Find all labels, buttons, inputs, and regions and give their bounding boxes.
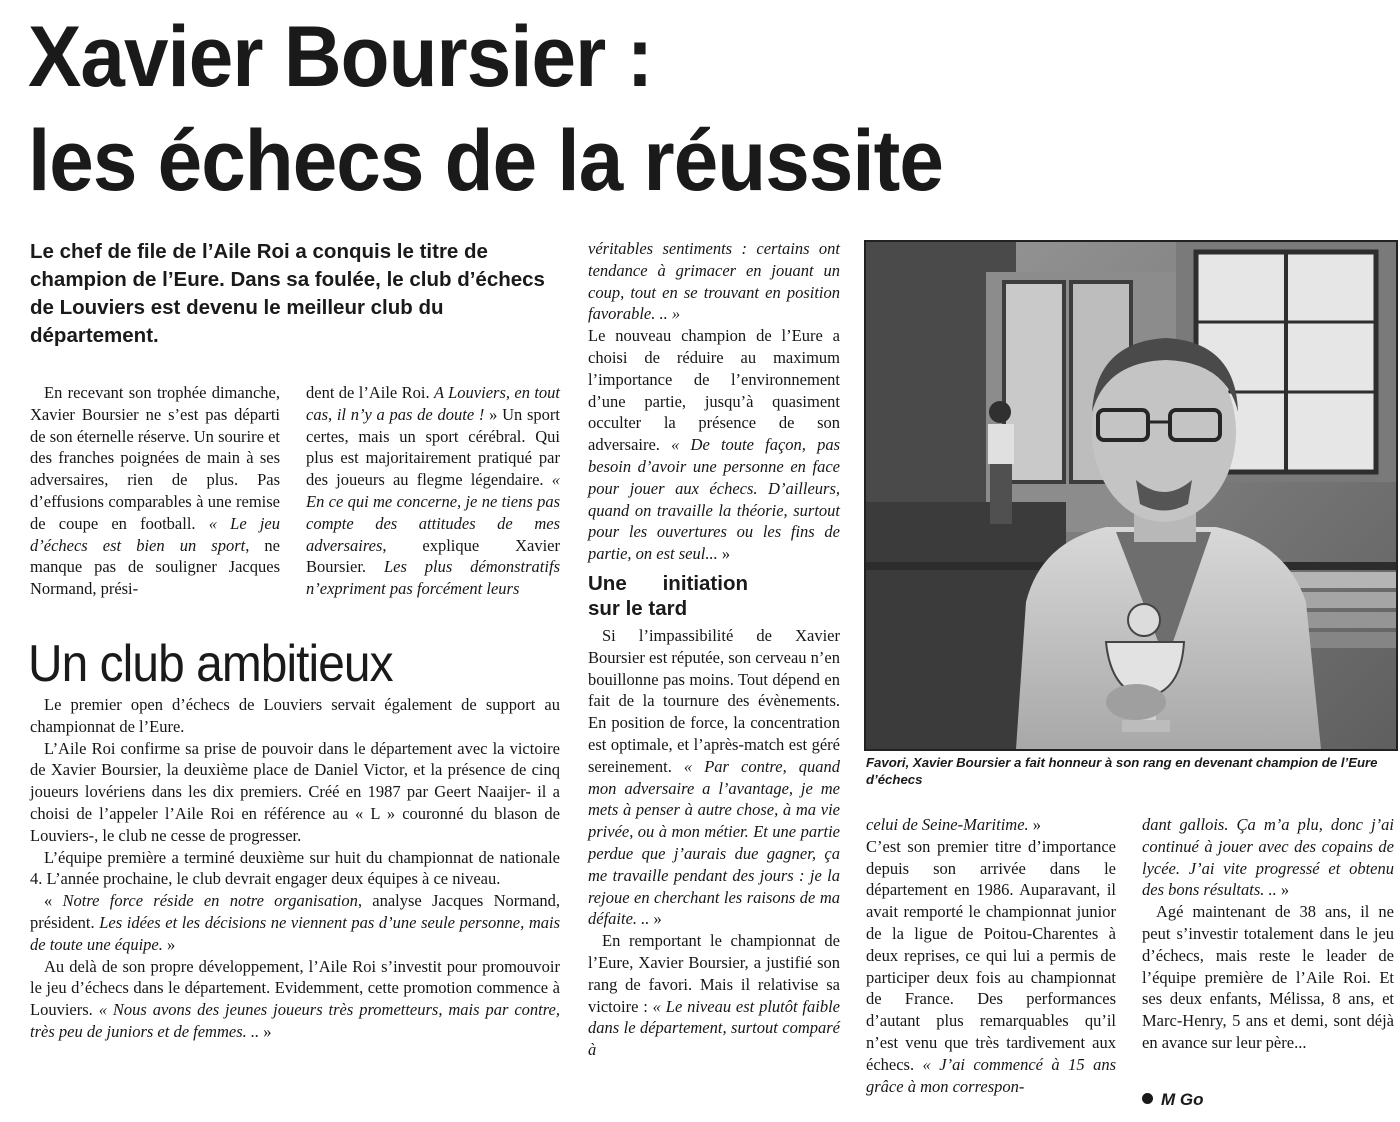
column2-quote-3: Les plus démonstratifs n’expriment pas forcément leurs [306,557,560,599]
section-p5-text-1: Au delà de son propre développement, l’Aile Roi s’investit pour promouvoir le jeu d’échecs dans le département. Evidemment, cette promotion commence à Louviers. [30,956,560,1020]
section-p5-quote-1: « Nous avons des jeunes joueurs très prometteurs, mais par contre, très peu de juniors et de femmes. .. [30,1000,560,1041]
column2-quote-1: A Louviers, en tout cas, il n’y a pas de doute ! [306,383,560,424]
section-body [30,694,560,1043]
column3-p4-quote-1: « Le niveau est plutôt faible dans le département, surtout comparé à [588,996,841,1060]
column2-text-1: dent de l’Aile Roi. [306,383,434,402]
column3-paragraph-2 [588,325,840,565]
headline-line-2: les échecs de la réussite [28,113,943,209]
section-paragraph-4 [30,890,560,955]
column1-quote: « Le jeu d’échecs est bien un sport [30,513,280,555]
article-column-1 [30,382,280,600]
column6-p1-quote: dant gallois. Ça m’a plu, donc j’ai continué à jouer avec des copains de lycée. J’ai vite progressé et obtenu des bons résultats. .. [1142,815,1394,900]
section-p4-text-1: « [44,891,63,911]
column6-p1-text: » [1276,880,1290,900]
column2-text-3: , explique Xavier Boursier. [306,535,560,577]
column1-text-2: , ne manque pas de souligner Jacques Normand, prési- [30,535,281,599]
column5-p1-text: » [1028,815,1042,834]
column6-paragraph-1 [1142,814,1394,901]
article-photo [864,240,1398,751]
column3-paragraph-4 [588,930,840,1061]
section-p4-quote-2: Les idées et les décisions ne viennent pas d’une seule personne, mais de toute une équipe. [30,912,561,954]
column3-p3-quote-1: « Par contre, quand mon adversaire a l’avantage, je me mets à penser à autre chose, à ma vie privée, ou à mon métier. Et une partie perdue que j’aurais due gagner, ça me travaille pendant des jours : je la rejoue en cherchant les raisons de ma défaite. .. [588,756,840,929]
section-paragraph-2: L’Aile Roi confirme sa prise de pouvoir dans le département avec la victoire de Xavier Boursier, la deuxième place de Daniel Victor, et la présence de cinq joueurs lovériens dans les dix premiers. Créé en 1987 par Geert Naaijer- il a choisi de l’appeler l’Aile Roi en référence au « L » couronné du blason de Louviers-, le club ne cesse de progresser. [30,738,560,845]
column3-p4-text-1: En remportant le championnat de l’Eure, Xavier Boursier, a justifié son rang de favori. Mais il relativise sa victoire : [588,931,840,1016]
headline-line-1: Xavier Boursier : [28,9,653,105]
byline-text: M Go [1161,1090,1204,1109]
article-column-2 [306,382,560,600]
column6-paragraph-2: Agé maintenant de 38 ans, il ne peut s’investir totalement dans le jeu d’échecs, mais reste le leader de l’équipe première de l’Aile Roi. Et ses deux enfants, Mélissa, 8 ans, et Marc-Henry, 5 ans et demi, sont déjà en avance sur leur père... [1142,902,1394,1052]
column3-p2-quote-1: « De toute façon, pas besoin d’avoir une personne en face pour jouer aux échecs. D’ailleurs, quand on travaille la théorie, surtout pour les ouvertures ou les fins de partie, on est seul... [588,435,840,564]
column3-p3-text-2: » [649,909,662,929]
column2-paragraph [306,382,560,600]
article-column-3 [588,238,840,1061]
section-p5-text-2: » [259,1021,272,1041]
section-p4-text-2: , analyse Jacques Normand, président. [30,891,561,932]
column3-p3-text-1: Si l’impassibilité de Xavier Boursier est réputée, son cerveau n’en bouillonne pas moins. Tout dépend en fait de la tournure des évènements. En position de force, la concentration est optimale, et l’après-match est géré sereinement. [588,625,840,776]
section-p4-text-3: » [162,934,176,954]
column3-paragraph-3 [588,625,840,930]
section-p4-quote-1: Notre force réside en notre organisation [62,891,358,911]
column3-p2-text-2: » [717,544,731,564]
column5-p2-text: C’est son premier titre d’importance depuis son arrivée dans le département en 1986. Auparavant, il avait remporté le championnat junior de la ligue de Poitou-Charentes à deux reprises, ce qui lui a permis de participer deux fois au championnat de France. Des performances d’autant plus remarquables qu’il n’est venu que très tardivement aux échecs. [866,836,1116,1074]
section-paragraph-3: L’équipe première a terminé deuxième sur huit du championnat de nationale 4. L’année prochaine, le club devrait engager deux équipes à ce niveau. [30,847,560,889]
photo-caption: Favori, Xavier Boursier a fait honneur à son rang en devenant champion de l’Eure d’échecs [866,755,1378,787]
section-title: Un club ambitieux [28,635,393,693]
column5-paragraph-1 [866,814,1116,836]
article-column-6 [1142,814,1394,1054]
column3-p2-text-1: Le nouveau champion de l’Eure a choisi de réduire au maximum l’importance de l’environnement d’une partie, jusqu’à quasiment occulter la présence de son adversaire. [588,326,840,455]
column2-quote-2: « En ce qui me concerne, je ne tiens pas compte des attitudes de mes adversaires [306,470,560,555]
column1-text-1: En recevant son trophée dimanche, Xavier Boursier ne s’est pas départi de son éternelle réserve. Un sourire et des franches poignées de main à ses adversaires, rien de plus. Pas d’effusions comparables à une remise de coupe en football. [30,383,280,533]
column5-p2-quote: « J’ai commencé à 15 ans grâce à mon correspon- [866,1054,1116,1096]
lede-paragraph: Le chef de file de l’Aile Roi a conquis le titre de champion de l’Eure. Dans sa foulée, le club d’échecs de Louviers est devenu le meilleur club du département. [30,240,545,347]
bullet-icon [1142,1093,1153,1104]
column5-p1-quote: celui de Seine-Maritime. [866,815,1029,834]
column3-paragraph-1: véritables sentiments : certains ont tendance à grimacer en jouant un coup, tout en se trouvant en position favorable. .. » [588,239,840,324]
column2-text-2: » Un sport certes, mais un sport cérébral. Qui plus est majoritairement pratiqué par des joueurs au flegme légendaire. [306,404,560,490]
photo-illustration [866,242,1396,749]
column5-paragraph-2 [866,836,1116,1098]
article-column-5 [866,814,1116,1097]
column1-paragraph [30,382,280,600]
subheading: Une initiation sur le tard [588,571,748,620]
section-paragraph-5 [30,956,560,1043]
byline [1142,1090,1204,1110]
section-paragraph-1: Le premier open d’échecs de Louviers servait également de support au championnat de l’Eure. [30,695,560,736]
